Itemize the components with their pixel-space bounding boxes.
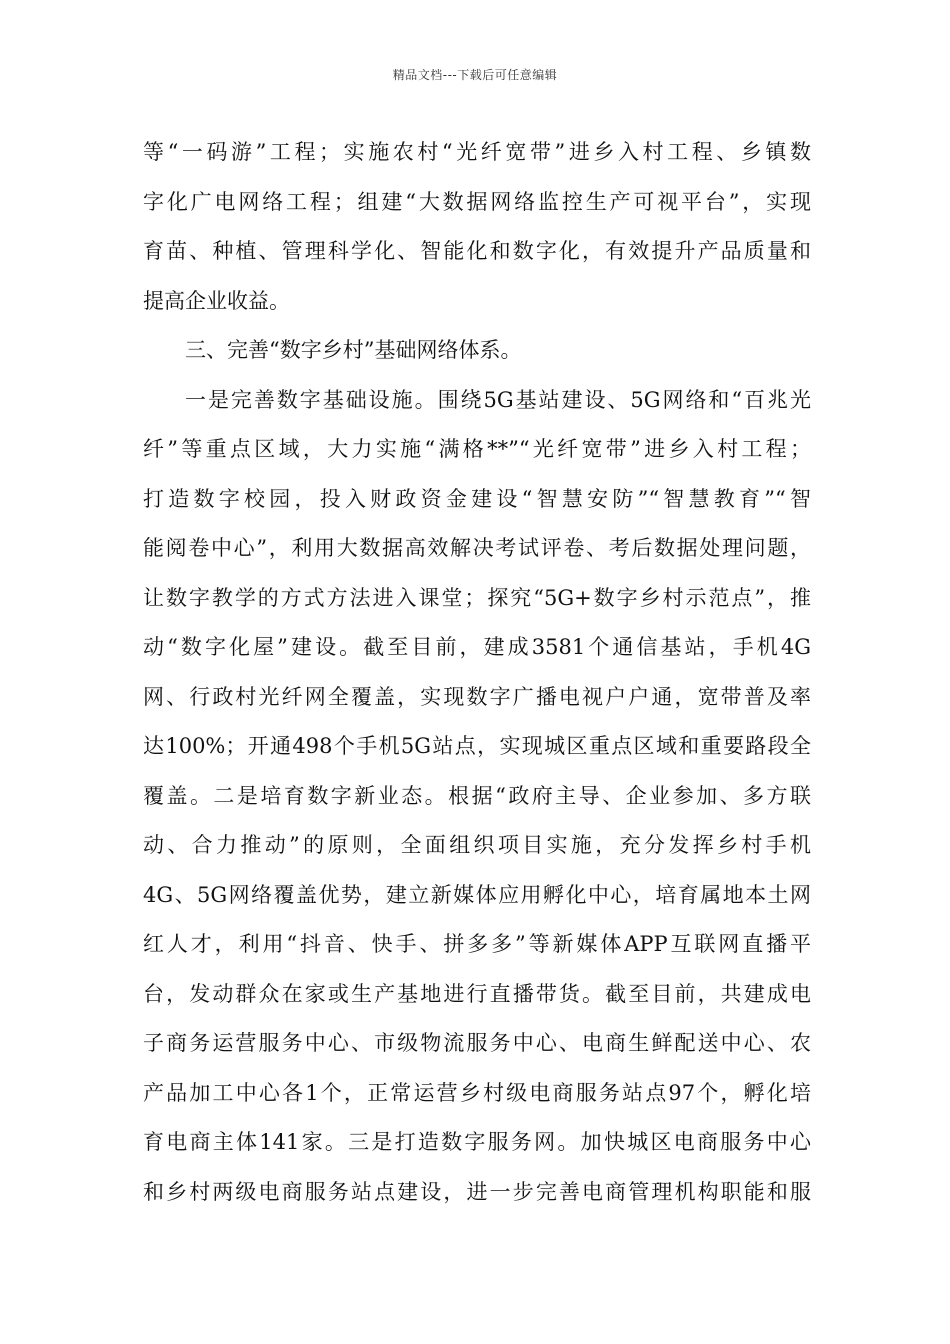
text-line: 动、合力推动”的原则，全面组织项目实施，充分发挥乡村手机 bbox=[143, 833, 811, 857]
text-line: 网、行政村光纤网全覆盖，实现数字广播电视户户通，宽带普及率 bbox=[143, 684, 811, 709]
text-line: 子商务运营服务中心、市级物流服务中心、电商生鲜配送中心、农 bbox=[143, 1031, 811, 1055]
text-line: 动“数字化屋”建设。截至目前，建成3581个通信基站，手机4G bbox=[143, 635, 811, 659]
text-line: 等“一码游”工程；实施农村“光纤宽带”进乡入村工程、乡镇数 bbox=[143, 140, 811, 164]
text-line: 让数字教学的方式方法进入课堂；探究“5G+数字乡村示范点”，推 bbox=[143, 585, 811, 610]
text-line: 提高企业收益。 bbox=[143, 288, 290, 313]
text-line: 产品加工中心各1个，正常运营乡村级电商服务站点97个，孵化培 bbox=[143, 1080, 811, 1105]
text-line: 能阅卷中心”，利用大数据高效解决考试评卷、考后数据处理问题， bbox=[143, 536, 811, 560]
text-line: 打造数字校园，投入财政资金建设“智慧安防”“智慧教育”“智 bbox=[143, 486, 811, 511]
text-line: 一是完善数字基础设施。围绕5G基站建设、5G网络和“百兆光 bbox=[185, 387, 811, 412]
document-body bbox=[143, 128, 811, 1217]
text-line: 和乡村两级电商服务站点建设，进一步完善电商管理机构职能和服 bbox=[143, 1179, 811, 1204]
text-line: 红人才，利用“抖音、快手、拼多多”等新媒体APP互联网直播平 bbox=[143, 932, 811, 956]
text-line: 覆盖。二是培育数字新业态。根据“政府主导、企业参加、多方联 bbox=[143, 783, 811, 808]
page-header: 精品文档---下载后可任意编辑 bbox=[392, 68, 558, 82]
text-line: 育电商主体141家。三是打造数字服务网。加快城区电商服务中心 bbox=[143, 1130, 811, 1154]
text-line: 三、完善“数字乡村”基础网络体系。 bbox=[185, 338, 522, 362]
text-line: 达100%；开通498个手机5G站点，实现城区重点区域和重要路段全 bbox=[143, 734, 811, 758]
text-line: 育苗、种植、管理科学化、智能化和数字化，有效提升产品质量和 bbox=[143, 239, 811, 263]
text-line: 纤”等重点区域，大力实施“满格**”“光纤宽带”进乡入村工程； bbox=[143, 437, 811, 461]
text-line: 4G、5G网络覆盖优势，建立新媒体应用孵化中心，培育属地本土网 bbox=[143, 882, 811, 907]
text-line: 字化广电网络工程；组建“大数据网络监控生产可视平台”，实现 bbox=[143, 189, 811, 214]
text-line: 台，发动群众在家或生产基地进行直播带货。截至目前，共建成电 bbox=[143, 981, 811, 1006]
